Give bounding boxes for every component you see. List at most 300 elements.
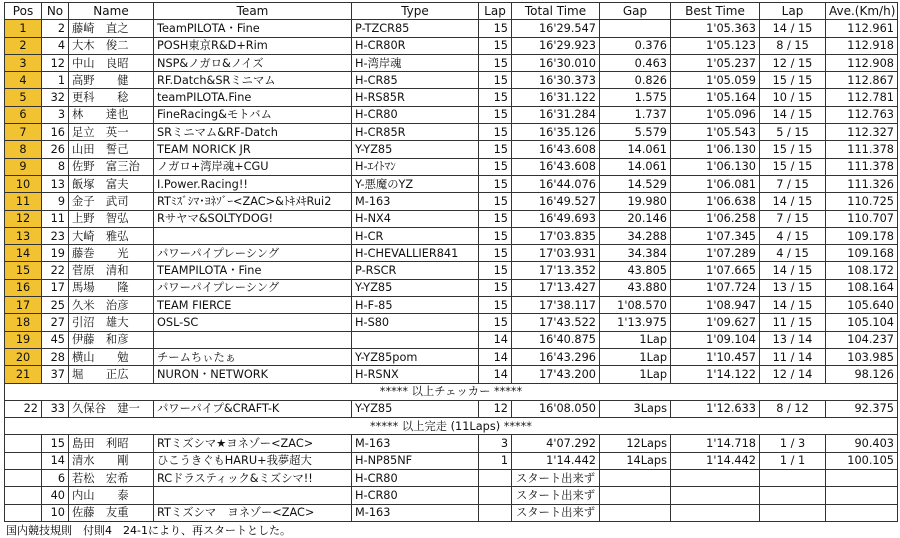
cell-lap: 1 xyxy=(479,452,512,469)
cell-pos: 2 xyxy=(5,37,42,54)
table-row xyxy=(5,89,898,106)
cell-name: 上野 智弘 xyxy=(69,210,154,227)
cell-no: 25 xyxy=(42,297,69,314)
cell-no: 12 xyxy=(42,54,69,71)
cell-no: 33 xyxy=(42,400,69,417)
cell-no: 2 xyxy=(42,20,69,37)
cell-team: SRミニマム&RF-Datch xyxy=(154,124,352,141)
cell-team xyxy=(154,227,352,244)
cell-pos: 11 xyxy=(5,193,42,210)
table-row xyxy=(5,245,898,262)
cell-blap: 8 / 15 xyxy=(760,37,826,54)
cell-ave: 105.104 xyxy=(826,314,898,331)
cell-team: POSH東京R&D+Rim xyxy=(154,37,352,54)
cell-team: TEAM FIERCE xyxy=(154,297,352,314)
cell-ave: 90.403 xyxy=(826,435,898,452)
cell-gap: 0.463 xyxy=(600,54,671,71)
cell-ave: 92.375 xyxy=(826,400,898,417)
cell-type: H-RS85R xyxy=(352,89,479,106)
cell-gap: 34.384 xyxy=(600,245,671,262)
cell-ave: 111.378 xyxy=(826,158,898,175)
cell-team xyxy=(154,487,352,504)
cell-blap: 14 / 15 xyxy=(760,262,826,279)
cell-pos: 7 xyxy=(5,124,42,141)
cell-no: 3 xyxy=(42,106,69,123)
cell-lap: 14 xyxy=(479,348,512,365)
cell-gap: 1'13.975 xyxy=(600,314,671,331)
cell-no: 15 xyxy=(42,435,69,452)
cell-ave: 112.918 xyxy=(826,37,898,54)
cell-gap: 14Laps xyxy=(600,452,671,469)
cell-total: 16'43.608 xyxy=(512,141,600,158)
cell-pos: 5 xyxy=(5,89,42,106)
cell-team: OSL-SC xyxy=(154,314,352,331)
cell-no: 23 xyxy=(42,227,69,244)
cell-no: 4 xyxy=(42,37,69,54)
cell-pos: 21 xyxy=(5,366,42,383)
col-lap: Lap xyxy=(479,3,512,20)
cell-name: 堀 正広 xyxy=(69,366,154,383)
cell-pos: 12 xyxy=(5,210,42,227)
cell-best: 1'05.543 xyxy=(671,124,760,141)
cell-name: 菅原 清和 xyxy=(69,262,154,279)
cell-best: 1'09.104 xyxy=(671,331,760,348)
cell-name: 伊藤 和彦 xyxy=(69,331,154,348)
cell-lap: 15 xyxy=(479,262,512,279)
cell-total: 17'43.522 xyxy=(512,314,600,331)
cell-ave: 112.961 xyxy=(826,20,898,37)
cell-no: 16 xyxy=(42,124,69,141)
cell-lap xyxy=(479,504,512,521)
cell-lap: 15 xyxy=(479,279,512,296)
table-row xyxy=(5,20,898,37)
cell-no: 45 xyxy=(42,331,69,348)
cell-type: H-ｴｲﾄﾏﾝ xyxy=(352,158,479,175)
cell-name: 横山 勉 xyxy=(69,348,154,365)
cell-ave: 112.908 xyxy=(826,54,898,71)
cell-ave xyxy=(826,487,898,504)
cell-pos: 20 xyxy=(5,348,42,365)
cell-total: 17'03.835 xyxy=(512,227,600,244)
cell-total: 16'49.527 xyxy=(512,193,600,210)
cell-type: H-CHEVALLIER841 xyxy=(352,245,479,262)
cell-lap: 15 xyxy=(479,89,512,106)
cell-type: H-CR xyxy=(352,227,479,244)
cell-blap: 14 / 15 xyxy=(760,106,826,123)
cell-no: 37 xyxy=(42,366,69,383)
cell-lap: 15 xyxy=(479,54,512,71)
table-row xyxy=(5,331,898,348)
cell-team xyxy=(154,331,352,348)
cell-best xyxy=(671,470,760,487)
cell-name: 久保谷 建一 xyxy=(69,400,154,417)
cell-blap: 15 / 15 xyxy=(760,72,826,89)
cell-blap: 15 / 15 xyxy=(760,141,826,158)
cell-blap: 8 / 12 xyxy=(760,400,826,417)
table-row xyxy=(5,210,898,227)
cell-lap: 15 xyxy=(479,124,512,141)
cell-no: 1 xyxy=(42,72,69,89)
cell-type: P-TZCR85 xyxy=(352,20,479,37)
cell-type: M-163 xyxy=(352,193,479,210)
cell-ave: 108.164 xyxy=(826,279,898,296)
cell-name: 大崎 雅弘 xyxy=(69,227,154,244)
cell-no: 26 xyxy=(42,141,69,158)
cell-pos: 4 xyxy=(5,72,42,89)
col-type: Type xyxy=(352,3,479,20)
cell-team: ひこうきぐもHARU+我夢超大 xyxy=(154,452,352,469)
cell-best: 1'06.258 xyxy=(671,210,760,227)
cell-pos xyxy=(5,487,42,504)
cell-blap: 4 / 15 xyxy=(760,227,826,244)
cell-no: 9 xyxy=(42,193,69,210)
cell-total: 16'31.284 xyxy=(512,106,600,123)
cell-best: 1'05.237 xyxy=(671,54,760,71)
cell-lap: 15 xyxy=(479,158,512,175)
col-gap: Gap xyxy=(600,3,671,20)
cell-pos: 19 xyxy=(5,331,42,348)
table-row xyxy=(5,314,898,331)
cell-gap: 14.529 xyxy=(600,175,671,192)
table-row xyxy=(5,158,898,175)
col-average-speed: Ave.(Km/h) xyxy=(826,3,898,20)
table-row xyxy=(5,504,898,521)
cell-best: 1'05.059 xyxy=(671,72,760,89)
cell-lap xyxy=(479,470,512,487)
cell-name: 引沼 雄大 xyxy=(69,314,154,331)
cell-pos: 9 xyxy=(5,158,42,175)
cell-blap: 15 / 15 xyxy=(760,158,826,175)
cell-gap: 0.376 xyxy=(600,37,671,54)
cell-type: H-CR80 xyxy=(352,470,479,487)
cell-team: NSP&ノガロ&ノイズ xyxy=(154,54,352,71)
cell-name: 大木 俊二 xyxy=(69,37,154,54)
cell-lap: 15 xyxy=(479,106,512,123)
cell-ave: 112.763 xyxy=(826,106,898,123)
cell-best: 1'14.718 xyxy=(671,435,760,452)
cell-blap: 14 / 15 xyxy=(760,193,826,210)
col-best-lap: Lap xyxy=(760,3,826,20)
table-row xyxy=(5,106,898,123)
cell-name: 飯塚 富夫 xyxy=(69,175,154,192)
cell-gap: 1.575 xyxy=(600,89,671,106)
cell-type: H-NP85NF xyxy=(352,452,479,469)
cell-total: 16'40.875 xyxy=(512,331,600,348)
cell-pos: 17 xyxy=(5,297,42,314)
table-row xyxy=(5,366,898,383)
cell-name: 更科 稔 xyxy=(69,89,154,106)
cell-total: 16'08.050 xyxy=(512,400,600,417)
cell-type: Y-YZ85pom xyxy=(352,348,479,365)
col-name: Name xyxy=(69,3,154,20)
cell-best: 1'14.442 xyxy=(671,452,760,469)
cell-blap: 13 / 15 xyxy=(760,279,826,296)
cell-pos: 8 xyxy=(5,141,42,158)
table-row xyxy=(5,279,898,296)
cell-type: H-S80 xyxy=(352,314,479,331)
cell-name: 藤崎 直之 xyxy=(69,20,154,37)
cell-pos: 6 xyxy=(5,106,42,123)
cell-blap: 5 / 15 xyxy=(760,124,826,141)
cell-blap xyxy=(760,504,826,521)
cell-total: 16'29.923 xyxy=(512,37,600,54)
cell-lap: 15 xyxy=(479,37,512,54)
cell-blap: 11 / 15 xyxy=(760,314,826,331)
cell-gap: 43.880 xyxy=(600,279,671,296)
cell-no: 27 xyxy=(42,314,69,331)
separator-label: ***** 以上チェッカー ***** xyxy=(5,383,898,400)
cell-blap: 13 / 14 xyxy=(760,331,826,348)
cell-team: I.Power.Racing!! xyxy=(154,175,352,192)
cell-pos: 13 xyxy=(5,227,42,244)
cell-name: 中山 良昭 xyxy=(69,54,154,71)
cell-no: 8 xyxy=(42,158,69,175)
cell-pos xyxy=(5,435,42,452)
cell-blap xyxy=(760,487,826,504)
table-row xyxy=(5,400,898,417)
col-team: Team xyxy=(154,3,352,20)
cell-gap: 1Lap xyxy=(600,348,671,365)
cell-pos: 1 xyxy=(5,20,42,37)
cell-blap: 12 / 15 xyxy=(760,54,826,71)
cell-blap: 12 / 14 xyxy=(760,366,826,383)
cell-blap: 1 / 3 xyxy=(760,435,826,452)
cell-total: 17'38.117 xyxy=(512,297,600,314)
cell-type: Y-YZ85 xyxy=(352,141,479,158)
cell-total: 4'07.292 xyxy=(512,435,600,452)
cell-lap: 15 xyxy=(479,193,512,210)
cell-type: Y-YZ85 xyxy=(352,279,479,296)
cell-pos: 3 xyxy=(5,54,42,71)
cell-ave: 105.640 xyxy=(826,297,898,314)
cell-blap: 10 / 15 xyxy=(760,89,826,106)
cell-gap: 14.061 xyxy=(600,141,671,158)
cell-gap xyxy=(600,487,671,504)
cell-team: RTミズシマ ヨネゾー<ZAC> xyxy=(154,504,352,521)
cell-lap: 15 xyxy=(479,297,512,314)
cell-no: 40 xyxy=(42,487,69,504)
cell-pos xyxy=(5,504,42,521)
cell-name: 山田 誓己 xyxy=(69,141,154,158)
cell-ave: 111.326 xyxy=(826,175,898,192)
cell-no: 32 xyxy=(42,89,69,106)
cell-lap: 15 xyxy=(479,72,512,89)
cell-lap: 15 xyxy=(479,141,512,158)
cell-team: NURON・NETWORK xyxy=(154,366,352,383)
cell-team: RCドラスティック&ミズシマ!! xyxy=(154,470,352,487)
cell-gap: 1Lap xyxy=(600,366,671,383)
cell-blap: 7 / 15 xyxy=(760,210,826,227)
cell-ave xyxy=(826,470,898,487)
cell-gap: 1'08.570 xyxy=(600,297,671,314)
cell-gap: 1.737 xyxy=(600,106,671,123)
cell-name: 島田 利昭 xyxy=(69,435,154,452)
cell-total: 16'30.373 xyxy=(512,72,600,89)
cell-ave: 111.378 xyxy=(826,141,898,158)
cell-type: P-RSCR xyxy=(352,262,479,279)
table-row xyxy=(5,37,898,54)
col-no: No xyxy=(42,3,69,20)
cell-pos: 15 xyxy=(5,262,42,279)
cell-type: Y-悪魔のYZ xyxy=(352,175,479,192)
table-row xyxy=(5,141,898,158)
cell-best: 1'06.081 xyxy=(671,175,760,192)
cell-no: 14 xyxy=(42,452,69,469)
cell-blap: 4 / 15 xyxy=(760,245,826,262)
cell-pos: 22 xyxy=(5,400,42,417)
cell-gap: 14.061 xyxy=(600,158,671,175)
cell-team: パワーパイプレーシング xyxy=(154,245,352,262)
cell-no: 11 xyxy=(42,210,69,227)
cell-team: チームちぃたぁ xyxy=(154,348,352,365)
cell-name: 金子 武司 xyxy=(69,193,154,210)
col-total-time: Total Time xyxy=(512,3,600,20)
cell-total: スタート出来ず xyxy=(512,470,600,487)
cell-team: TEAMPILOTA・Fine xyxy=(154,262,352,279)
cell-name: 足立 英一 xyxy=(69,124,154,141)
cell-total: 17'13.427 xyxy=(512,279,600,296)
cell-no: 28 xyxy=(42,348,69,365)
cell-no: 17 xyxy=(42,279,69,296)
cell-blap: 11 / 14 xyxy=(760,348,826,365)
separator-label: ***** 以上完走 (11Laps) ***** xyxy=(5,418,898,435)
header-row xyxy=(5,3,898,20)
cell-type: M-163 xyxy=(352,435,479,452)
cell-total: 16'43.608 xyxy=(512,158,600,175)
cell-no: 6 xyxy=(42,470,69,487)
cell-lap xyxy=(479,487,512,504)
cell-ave xyxy=(826,504,898,521)
cell-type: H-F-85 xyxy=(352,297,479,314)
table-row xyxy=(5,227,898,244)
cell-total: 16'29.547 xyxy=(512,20,600,37)
cell-best: 1'12.633 xyxy=(671,400,760,417)
cell-name: 佐野 富三治 xyxy=(69,158,154,175)
cell-team: TEAM NORICK JR xyxy=(154,141,352,158)
cell-no: 13 xyxy=(42,175,69,192)
cell-pos: 10 xyxy=(5,175,42,192)
table-row xyxy=(5,297,898,314)
cell-best xyxy=(671,504,760,521)
cell-total: 16'43.296 xyxy=(512,348,600,365)
cell-ave: 112.327 xyxy=(826,124,898,141)
cell-gap: 34.288 xyxy=(600,227,671,244)
cell-team: FineRacing&モトバム xyxy=(154,106,352,123)
table-row xyxy=(5,193,898,210)
results-table xyxy=(4,2,898,522)
table-row xyxy=(5,470,898,487)
cell-lap: 14 xyxy=(479,366,512,383)
cell-type: H-CR80 xyxy=(352,106,479,123)
cell-gap xyxy=(600,470,671,487)
cell-no: 19 xyxy=(42,245,69,262)
table-row xyxy=(5,124,898,141)
cell-best: 1'08.947 xyxy=(671,297,760,314)
cell-name: 馬場 隆 xyxy=(69,279,154,296)
cell-lap: 12 xyxy=(479,400,512,417)
cell-name: 藤巻 光 xyxy=(69,245,154,262)
cell-team: ノガロ+湾岸魂+CGU xyxy=(154,158,352,175)
cell-best: 1'06.638 xyxy=(671,193,760,210)
cell-best: 1'10.457 xyxy=(671,348,760,365)
cell-gap: 19.980 xyxy=(600,193,671,210)
cell-name: 佐藤 友重 xyxy=(69,504,154,521)
cell-ave: 98.126 xyxy=(826,366,898,383)
cell-pos xyxy=(5,452,42,469)
cell-lap: 15 xyxy=(479,314,512,331)
cell-type: Y-YZ85 xyxy=(352,400,479,417)
cell-lap: 15 xyxy=(479,175,512,192)
cell-total: 16'31.122 xyxy=(512,89,600,106)
table-row xyxy=(5,262,898,279)
cell-lap: 15 xyxy=(479,245,512,262)
cell-best: 1'05.363 xyxy=(671,20,760,37)
cell-gap: 5.579 xyxy=(600,124,671,141)
table-row xyxy=(5,452,898,469)
cell-team: TeamPILOTA・Fine xyxy=(154,20,352,37)
cell-team: RTミズシマ★ヨネゾー<ZAC> xyxy=(154,435,352,452)
cell-ave: 100.105 xyxy=(826,452,898,469)
cell-blap: 1 / 1 xyxy=(760,452,826,469)
cell-gap: 12Laps xyxy=(600,435,671,452)
cell-gap: 0.826 xyxy=(600,72,671,89)
cell-pos: 14 xyxy=(5,245,42,262)
cell-gap: 1Lap xyxy=(600,331,671,348)
cell-team: RTﾐｽﾞｼﾏ･ﾖﾈｿﾞｰ<ZAC>&ﾄｷﾒｷRui2 xyxy=(154,193,352,210)
cell-total: スタート出来ず xyxy=(512,487,600,504)
cell-best: 1'09.627 xyxy=(671,314,760,331)
cell-total: 16'35.126 xyxy=(512,124,600,141)
cell-total: 16'49.693 xyxy=(512,210,600,227)
cell-type: H-RSNX xyxy=(352,366,479,383)
cell-type: H-CR85R xyxy=(352,124,479,141)
cell-best: 1'06.130 xyxy=(671,158,760,175)
cell-total: 16'30.010 xyxy=(512,54,600,71)
results-sheet xyxy=(4,2,897,538)
cell-lap: 15 xyxy=(479,227,512,244)
cell-best: 1'07.289 xyxy=(671,245,760,262)
table-row xyxy=(5,175,898,192)
table-row xyxy=(5,487,898,504)
cell-type: M-163 xyxy=(352,504,479,521)
cell-best: 1'05.164 xyxy=(671,89,760,106)
separator-row xyxy=(5,418,898,435)
cell-total: スタート出来ず xyxy=(512,504,600,521)
cell-no: 10 xyxy=(42,504,69,521)
cell-ave: 104.237 xyxy=(826,331,898,348)
cell-lap: 3 xyxy=(479,435,512,452)
cell-pos: 18 xyxy=(5,314,42,331)
cell-blap: 14 / 15 xyxy=(760,20,826,37)
cell-name: 高野 健 xyxy=(69,72,154,89)
table-row xyxy=(5,435,898,452)
cell-best: 1'05.123 xyxy=(671,37,760,54)
cell-team: teamPILOTA.Fine xyxy=(154,89,352,106)
cell-type: H-湾岸魂 xyxy=(352,54,479,71)
cell-ave: 109.168 xyxy=(826,245,898,262)
cell-lap: 15 xyxy=(479,210,512,227)
cell-lap: 14 xyxy=(479,331,512,348)
cell-name: 林 達也 xyxy=(69,106,154,123)
footnote: 国内競技規則 付則4 24-1により、再スタートとした。 xyxy=(6,523,291,537)
cell-best: 1'05.096 xyxy=(671,106,760,123)
cell-pos xyxy=(5,470,42,487)
cell-pos: 16 xyxy=(5,279,42,296)
cell-type xyxy=(352,331,479,348)
cell-total: 17'13.352 xyxy=(512,262,600,279)
cell-blap: 7 / 15 xyxy=(760,175,826,192)
separator-row xyxy=(5,383,898,400)
